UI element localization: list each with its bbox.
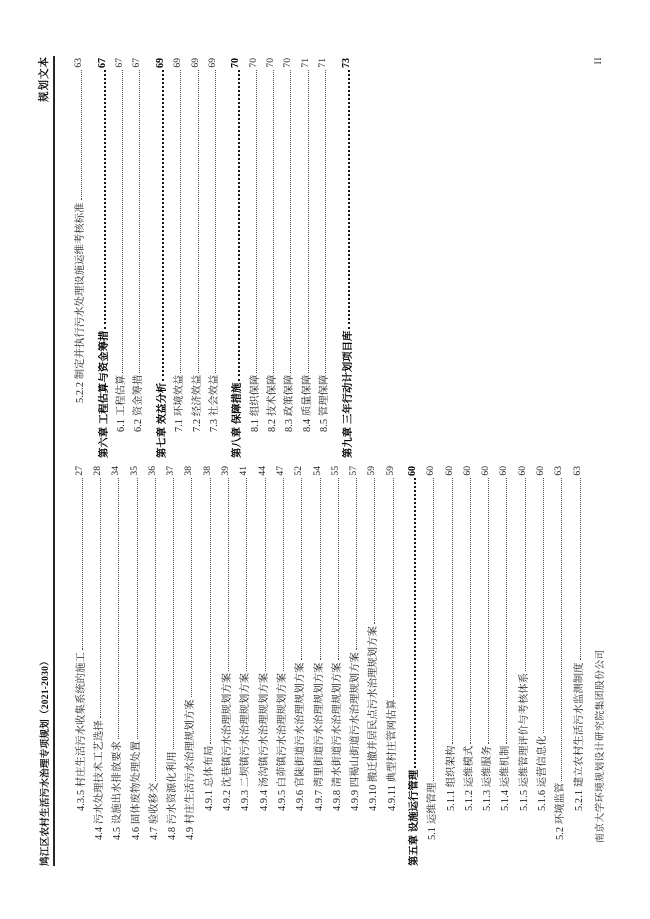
toc-entry (235, 466, 253, 866)
toc-entry (88, 466, 106, 866)
toc-entry (107, 466, 125, 866)
dot-leader (215, 70, 216, 373)
toc-entry (458, 466, 476, 866)
toc-entry (216, 466, 234, 866)
dot-leader (82, 478, 83, 650)
dot-leader (155, 478, 156, 781)
toc-entry-title: 7.1 环境效益 (174, 374, 186, 432)
toc-entry (422, 466, 440, 866)
toc-entry (550, 466, 568, 866)
toc-entry-page: 60 (498, 466, 510, 476)
dot-leader (118, 478, 119, 739)
toc-entry-page: 71 (299, 58, 311, 68)
toc-entry (204, 58, 221, 458)
toc-entry-title: 8.3 政策保障 (284, 374, 296, 432)
toc-entry-page: 59 (366, 466, 378, 476)
dot-leader (198, 70, 199, 373)
dot-leader (506, 478, 507, 744)
dot-leader (414, 478, 416, 768)
toc-entry-page: 35 (128, 466, 140, 476)
toc-entry-title: 4.9.6 官陡街道污水治理规划方案 (295, 662, 307, 811)
toc-entry (262, 58, 279, 458)
footer-company: 南京大学环境规划设计研究院集团股份公司 (595, 649, 606, 843)
toc-entry-page: 47 (274, 466, 286, 476)
toc-entry-title: 5.1.4 运维机制 (500, 745, 512, 811)
toc-entry-page: 69 (189, 58, 201, 68)
toc-entry-page: 38 (183, 466, 195, 476)
toc-entry-page: 70 (230, 58, 242, 68)
dot-leader (81, 70, 82, 201)
toc-entry-page: 70 (265, 58, 277, 68)
toc-entry-title: 4.6 固体废物处理处置 (130, 740, 142, 840)
header-right-title: 规划文本 (39, 56, 50, 102)
toc-entry-title: 第六章 工程估算与资金筹措 (98, 330, 110, 458)
toc-entry-page: 41 (238, 466, 250, 476)
toc-entry (568, 466, 586, 866)
toc-entry-title: 第八章 保障措施 (232, 382, 244, 458)
toc-entry-page: 63 (553, 466, 565, 476)
toc-entry (337, 58, 354, 458)
toc-entry (344, 466, 362, 866)
toc-entry-page: 69 (154, 58, 166, 68)
toc-entry-page: 69 (172, 58, 184, 68)
dot-leader (137, 478, 138, 739)
toc-entry-page: 27 (73, 466, 85, 476)
toc-entry (477, 466, 495, 866)
toc-entry-title: 4.4 污水处理技术工艺选择 (93, 720, 105, 840)
dot-leader (580, 478, 581, 661)
toc-entry (271, 466, 289, 866)
toc-entry (279, 58, 296, 458)
toc-entry (513, 466, 531, 866)
toc-entry-title: 5.1.3 运维服务 (482, 745, 494, 811)
toc-entry-title: 4.9.10 搬迁撤并居民点污水治理规划方案 (368, 626, 380, 811)
toc-entry-title: 第七章 效益分析 (156, 382, 168, 458)
toc-entry-title: 4.7 验收移交 (148, 782, 160, 840)
toc-entry-page: 36 (146, 466, 158, 476)
footer-page-number: II (594, 57, 604, 65)
dot-leader (543, 478, 544, 734)
toc-entry (326, 466, 344, 866)
toc-entry-page: 67 (131, 58, 143, 68)
toc-entry (253, 466, 271, 866)
toc-entry-title: 5.1.2 运维模式 (463, 745, 475, 811)
toc-entry-page: 60 (535, 466, 547, 476)
toc-entry-title: 4.3.5 村庄生活污水收集系统的施工 (75, 652, 87, 811)
toc-entry-title: 4.5 设施出水排放要求 (112, 740, 124, 840)
toc-entry-title: 5.2.2 制定并执行污水处理设施运维考核标准 (75, 202, 87, 403)
header-left-title: 鸠江区农村生活污水治理专项规划（2021-2030） (40, 656, 51, 866)
dot-leader (139, 70, 140, 373)
dot-leader (104, 70, 106, 329)
toc-entry (403, 466, 421, 866)
toc-entry-title: 6.1 工程估算 (115, 374, 127, 432)
toc-entry-title: 4.9.4 汤沟镇污水治理规划方案 (258, 672, 270, 811)
dot-leader (173, 478, 174, 750)
toc-entry-page: 60 (480, 466, 492, 476)
toc-entry-page: 73 (340, 58, 352, 68)
dot-leader (122, 70, 123, 373)
dot-leader (393, 478, 394, 698)
toc-entry-title: 7.2 经济效益 (191, 374, 203, 432)
toc-entry-page: 60 (461, 466, 473, 476)
dot-leader (325, 70, 326, 373)
dot-leader (100, 478, 101, 719)
dot-leader (561, 478, 562, 781)
toc-entry-page: 28 (91, 466, 103, 476)
toc-entry (180, 466, 198, 866)
toc-entry-title: 8.2 技术保障 (267, 374, 279, 432)
toc-entry-title: 4.9.2 沈巷镇污水治理规划方案 (222, 672, 234, 811)
dot-leader (162, 70, 164, 381)
toc-entry-title: 4.8 污水资源化利用 (167, 751, 179, 840)
dot-leader (470, 478, 471, 744)
toc-entry-page: 60 (443, 466, 455, 476)
toc-entry-title: 7.3 社会效益 (208, 374, 220, 432)
toc-entry-page: 67 (96, 58, 108, 68)
dot-leader (273, 70, 274, 373)
toc-entry-title: 5.2.1 建立农村生活污水监测制度 (573, 662, 585, 811)
toc-entry-title: 8.1 组织保障 (249, 374, 261, 432)
toc-entry-page: 39 (220, 466, 232, 476)
toc-entry (70, 466, 88, 866)
toc-entry-title: 8.4 质量保障 (301, 374, 313, 432)
toc-entry (161, 466, 179, 866)
toc-entry (227, 58, 244, 458)
dot-leader (191, 478, 192, 698)
toc-entry (297, 58, 314, 458)
toc-entry (169, 58, 186, 458)
dot-leader (238, 70, 240, 381)
toc-entry (308, 466, 326, 866)
toc-entry-title: 5.1 运维管理 (427, 782, 439, 840)
table-of-contents (70, 58, 586, 866)
toc-entry-page: 63 (73, 58, 85, 68)
toc-entry-page: 70 (247, 58, 259, 68)
dot-leader (433, 478, 434, 781)
toc-entry-page: 57 (348, 466, 360, 476)
dot-leader (180, 70, 181, 373)
toc-entry (128, 58, 145, 458)
dot-leader (283, 478, 284, 671)
toc-entry-page: 63 (571, 466, 583, 476)
toc-entry-page: 52 (293, 466, 305, 476)
dot-leader (228, 478, 229, 671)
toc-entry (111, 58, 128, 458)
toc-entry-title: 8.5 管理保障 (319, 374, 331, 432)
toc-entry (245, 58, 262, 458)
toc-entry-page: 71 (317, 58, 329, 68)
toc-entry-page: 34 (110, 466, 122, 476)
toc-entry-page: 38 (201, 466, 213, 476)
toc-entry (198, 466, 216, 866)
toc-entry-page: 60 (406, 466, 418, 476)
dot-leader (525, 478, 526, 671)
toc-entry-title: 4.9.8 清水街道污水治理规划方案 (331, 662, 343, 811)
toc-entry (125, 466, 143, 866)
dot-leader (320, 478, 321, 661)
dot-leader (452, 478, 453, 744)
toc-entry-title: 4.9 村庄生活污水治理规划方案 (185, 699, 197, 840)
dot-leader (265, 478, 266, 671)
toc-entry-title: 5.1.5 运维管理评价与考核体系 (518, 672, 530, 811)
toc-entry-title: 4.9.7 湾里街道污水治理规划方案 (313, 662, 325, 811)
dot-leader (338, 478, 339, 661)
toc-entry (186, 58, 203, 458)
toc-entry (381, 466, 399, 866)
toc-entry (290, 466, 308, 866)
toc-entry (314, 58, 331, 458)
toc-entry-title: 4.9.5 白茆镇污水治理规划方案 (276, 672, 288, 811)
page-header (28, 56, 55, 866)
toc-entry (363, 466, 381, 866)
toc-entry-title: 4.9.3 二坝镇污水治理规划方案 (240, 672, 252, 811)
toc-entry (531, 466, 549, 866)
toc-entry-page: 37 (165, 466, 177, 476)
toc-entry (143, 466, 161, 866)
dot-leader (356, 478, 357, 650)
dot-leader (488, 478, 489, 744)
toc-entry-page: 44 (256, 466, 268, 476)
toc-entry-title: 4.9.1 总体布局 (203, 745, 215, 811)
toc-entry-page: 70 (282, 58, 294, 68)
toc-entry-title: 5.1.1 组织架构 (445, 745, 457, 811)
toc-entry-title: 5.1.6 运营信息化 (537, 735, 549, 811)
toc-entry-page: 60 (516, 466, 528, 476)
dot-leader (374, 478, 375, 624)
toc-entry-title: 第五章 设施运行管理 (408, 769, 420, 866)
toc-entry-page: 67 (113, 58, 125, 68)
toc-left-column (70, 466, 586, 866)
dot-leader (301, 478, 302, 661)
dot-leader (256, 70, 257, 373)
toc-entry (70, 58, 87, 458)
toc-entry-page: 59 (384, 466, 396, 476)
toc-entry (152, 58, 169, 458)
toc-entry (93, 58, 110, 458)
toc-entry-page: 69 (206, 58, 218, 68)
dot-leader (210, 478, 211, 744)
toc-entry-title: 4.9.11 典型村庄管网估算 (386, 699, 398, 811)
toc-entry-title: 第九章 三年行动计划项目库 (342, 330, 354, 458)
toc-entry-title: 5.2 环境监管 (555, 782, 567, 840)
toc-entry-page: 54 (311, 466, 323, 476)
dot-leader (308, 70, 309, 373)
page-footer (592, 57, 606, 843)
toc-entry-title: 6.2 资金筹措 (133, 374, 145, 432)
toc-entry-page: 55 (329, 466, 341, 476)
toc-right-column (70, 58, 355, 458)
dot-leader (290, 70, 291, 373)
dot-leader (246, 478, 247, 671)
dot-leader (348, 70, 350, 329)
toc-entry (495, 466, 513, 866)
toc-entry-page: 60 (425, 466, 437, 476)
toc-entry (440, 466, 458, 866)
toc-entry-title: 4.9.9 四褐山街道污水治理规划方案 (350, 652, 362, 811)
